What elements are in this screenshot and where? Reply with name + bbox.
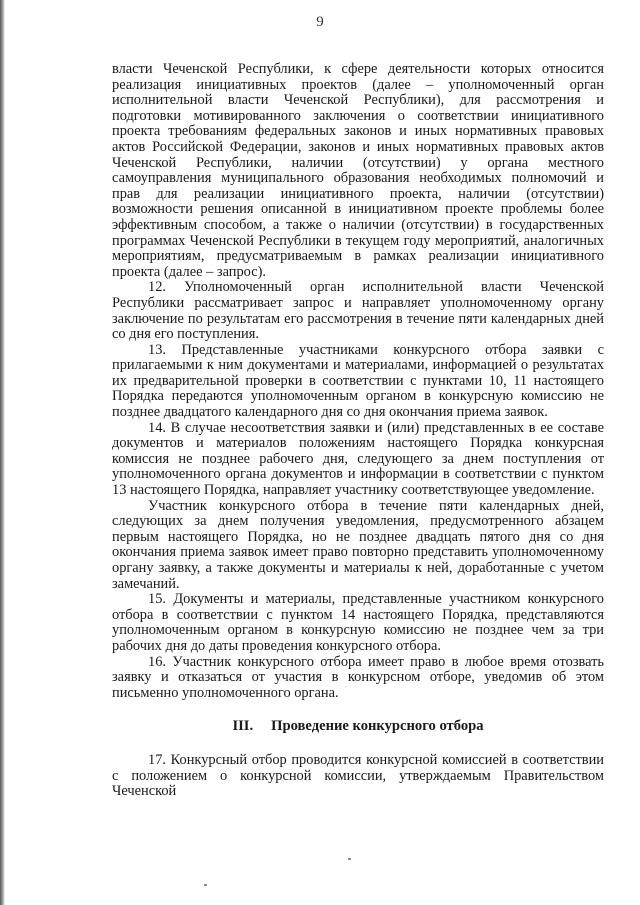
document-body xyxy=(112,62,604,800)
section-title: Проведение конкурсного отбора xyxy=(271,718,484,735)
paragraphs-top xyxy=(112,62,604,701)
paragraph-14: 14. В случае несоответствия заявки и (или) представленных в ее составе документов и материалов положениям настоящего Порядка конкурсная комиссия не позднее рабочего дня, следующего за днем поступления от уполномоченного органа документов и информации в соответствии с пунктом 13 настоящего Порядка, направляет участнику соответствующее уведомление. xyxy=(112,419,604,499)
scan-speck xyxy=(204,884,207,886)
paragraphs-bottom xyxy=(112,753,604,800)
paragraph-16: 16. Участник конкурсного отбора имеет право в любое время отозвать заявку и отказаться от участия в конкурсном отборе, уведомив об этом письменно уполномоченного органа. xyxy=(112,653,604,701)
section-heading xyxy=(112,719,604,735)
section-number: III. xyxy=(232,718,254,735)
scan-speck xyxy=(348,858,351,860)
scan-shadow-edge xyxy=(0,0,5,905)
paragraph-13: 13. Представленные участниками конкурсного отбора заявки с прилагаемыми к ним документами и материалами, информацией о результатах их предварительной проверки в соответствии с пунктами 10, 11 настоящего Порядка передаются уполномоченным органом в конкурсную комиссию не позднее двадцатого календарного дня со дня окончания приема заявок. xyxy=(112,341,604,421)
paragraph-17: 17. Конкурсный отбор проводится конкурсной комиссией в соответствии с положением о конкурсной комиссии, утверждаемым Правительством Чеченской xyxy=(112,751,604,800)
paragraph-intro: власти Чеченской Республики, к сфере деятельности которых относится реализация инициативных проектов (далее – уполномоченный орган исполнительной власти Чеченской Республики), для рассмотрения и подготовки мотивированного заключения о соответствии инициативного проекта требованиям федеральных законов и иных нормативных правовых актов Российской Федерации, законов и иных нормативных правовых актов Чеченской Республики, наличии (отсутствии) у органа местного самоуправления муниципального образования необходимых полномочий и прав для реализации инициативного проекта, наличии (отсутствии) возможности решения описанной в инициативном проекте проблемы более эффективным способом, а также о наличии (отсутствии) в государственных программах Чеченской Республики в текущем году мероприятий, аналогичных мероприятиям, предусматриваемым в рамках реализации инициативного проекта (далее – запрос). xyxy=(112,61,604,280)
paragraph-15: 15. Документы и материалы, представленные участником конкурсного отбора в соответствии с пунктом 14 настоящего Порядка, представляются уполномоченным органом в конкурсную комиссию не позднее чем за три рабочих дня до даты проведения конкурсного отбора. xyxy=(112,591,604,654)
paragraph-14-second: Участник конкурсного отбора в течение пяти календарных дней, следующих за днем получения уведомления, предусмотренного абзацем первым настоящего Порядка, но не позднее двадцать пятого дня со дня окончания приема заявок имеет право повторно представить уполномоченному органу заявку, а также документы и материалы к ней, доработанные с учетом замечаний. xyxy=(112,497,604,592)
page-number: 9 xyxy=(316,14,324,30)
paragraph-12: 12. Уполномоченный орган исполнительной власти Чеченской Республики рассматривает запрос и направляет уполномоченному органу заключение по результатам его рассмотрения в течение пяти календарных дней со дня его поступления. xyxy=(112,279,604,343)
